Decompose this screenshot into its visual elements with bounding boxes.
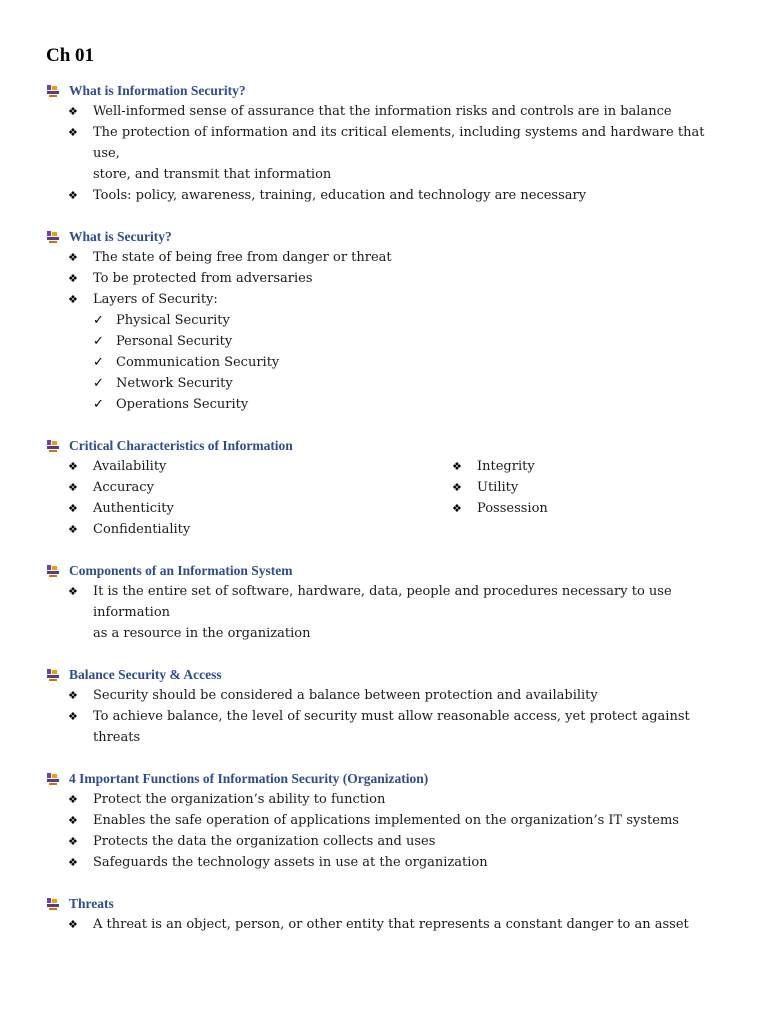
diamond-bullet-icon: ❖ (68, 585, 78, 598)
diamond-bullet-icon: ❖ (68, 856, 78, 869)
diamond-bullet-icon: ❖ (68, 523, 78, 536)
section-heading (46, 80, 728, 101)
diamond-bullet-icon: ❖ (68, 251, 78, 264)
section-heading-text: What is Information Security? (69, 82, 246, 98)
bookmark-flag-icon (46, 564, 61, 577)
checkmark-icon: ✓ (93, 376, 104, 391)
diamond-bullet-icon: ❖ (68, 272, 78, 285)
bookmark-flag-icon (46, 897, 61, 910)
list-item: ❖ Protects the data the organization collects and uses (46, 831, 728, 852)
list-item: ❖ It is the entire set of software, hardware, data, people and procedures necessary to use information as a resource in the organization (46, 581, 728, 644)
bookmark-flag-icon (46, 230, 61, 243)
diamond-bullet-icon: ❖ (452, 460, 462, 473)
list-item: ❖ Tools: policy, awareness, training, education and technology are necessary (46, 185, 728, 206)
section-heading-text: Threats (69, 895, 114, 911)
bullet-list (46, 685, 728, 748)
bullet-list (46, 101, 728, 206)
list-item: ❖ Layers of Security: (46, 289, 728, 310)
bullet-list-right (430, 456, 728, 540)
section-threats (46, 893, 728, 935)
section-heading-text: 4 Important Functions of Information Security (Organization) (69, 770, 429, 786)
diamond-bullet-icon: ❖ (452, 502, 462, 515)
checkmark-icon: ✓ (93, 313, 104, 328)
diamond-bullet-icon: ❖ (452, 481, 462, 494)
sub-list-item: ✓ Communication Security (46, 352, 728, 373)
diamond-bullet-icon: ❖ (68, 710, 78, 723)
bullet-list (46, 247, 728, 415)
list-item: ❖ Safeguards the technology assets in use at the organization (46, 852, 728, 873)
bullet-list (46, 914, 728, 935)
bookmark-flag-icon (46, 84, 61, 97)
checkmark-icon: ✓ (93, 355, 104, 370)
section-heading (46, 664, 728, 685)
section-heading (46, 893, 728, 914)
list-item: ❖ To achieve balance, the level of security must allow reasonable access, yet protect against threats (46, 706, 728, 748)
two-column-list (46, 456, 728, 540)
diamond-bullet-icon: ❖ (68, 481, 78, 494)
list-item: ❖ To be protected from adversaries (46, 268, 728, 289)
list-item: ❖ Integrity (430, 456, 728, 477)
list-item: ❖ A threat is an object, person, or other entity that represents a constant danger to an asset (46, 914, 728, 935)
bookmark-flag-icon (46, 772, 61, 785)
bullet-list (46, 581, 728, 644)
section-heading-text: What is Security? (69, 228, 172, 244)
list-item: ❖ Security should be considered a balance between protection and availability (46, 685, 728, 706)
section-critical-characteristics (46, 435, 728, 540)
list-item: ❖ The state of being free from danger or threat (46, 247, 728, 268)
list-item: ❖ Availability (46, 456, 430, 477)
bullet-list-left (46, 456, 430, 540)
checkmark-icon: ✓ (93, 334, 104, 349)
diamond-bullet-icon: ❖ (68, 189, 78, 202)
diamond-bullet-icon: ❖ (68, 793, 78, 806)
diamond-bullet-icon: ❖ (68, 460, 78, 473)
section-heading (46, 435, 728, 456)
sub-list-item: ✓ Operations Security (46, 394, 728, 415)
section-components (46, 560, 728, 644)
section-heading-text: Components of an Information System (69, 562, 293, 578)
list-item: ❖ Possession (430, 498, 728, 519)
list-item: ❖ Utility (430, 477, 728, 498)
diamond-bullet-icon: ❖ (68, 918, 78, 931)
sub-list-item: ✓ Network Security (46, 373, 728, 394)
diamond-bullet-icon: ❖ (68, 293, 78, 306)
section-heading-text: Balance Security & Access (69, 666, 222, 682)
section-heading (46, 560, 728, 581)
list-item: ❖ Accuracy (46, 477, 430, 498)
list-item: ❖ The protection of information and its critical elements, including systems and hardware that use, store, and transmit that information (46, 122, 728, 185)
section-heading (46, 226, 728, 247)
diamond-bullet-icon: ❖ (68, 835, 78, 848)
bullet-list (46, 789, 728, 873)
list-item: ❖ Authenticity (46, 498, 430, 519)
bookmark-flag-icon (46, 668, 61, 681)
sub-list-item: ✓ Personal Security (46, 331, 728, 352)
diamond-bullet-icon: ❖ (68, 105, 78, 118)
list-item: ❖ Protect the organization’s ability to function (46, 789, 728, 810)
sub-list-item: ✓ Physical Security (46, 310, 728, 331)
section-balance-security (46, 664, 728, 748)
diamond-bullet-icon: ❖ (68, 126, 78, 139)
document-title: Ch 01 (46, 45, 95, 66)
section-heading (46, 768, 728, 789)
diamond-bullet-icon: ❖ (68, 814, 78, 827)
list-item: ❖ Well-informed sense of assurance that the information risks and controls are in balance (46, 101, 728, 122)
bookmark-flag-icon (46, 439, 61, 452)
list-item: ❖ Enables the safe operation of applications implemented on the organization’s IT systems (46, 810, 728, 831)
section-security (46, 226, 728, 415)
list-item: ❖ Confidentiality (46, 519, 430, 540)
diamond-bullet-icon: ❖ (68, 502, 78, 515)
section-information-security (46, 80, 728, 206)
checkmark-icon: ✓ (93, 397, 104, 412)
section-heading-text: Critical Characteristics of Information (69, 437, 293, 453)
diamond-bullet-icon: ❖ (68, 689, 78, 702)
section-important-functions (46, 768, 728, 873)
